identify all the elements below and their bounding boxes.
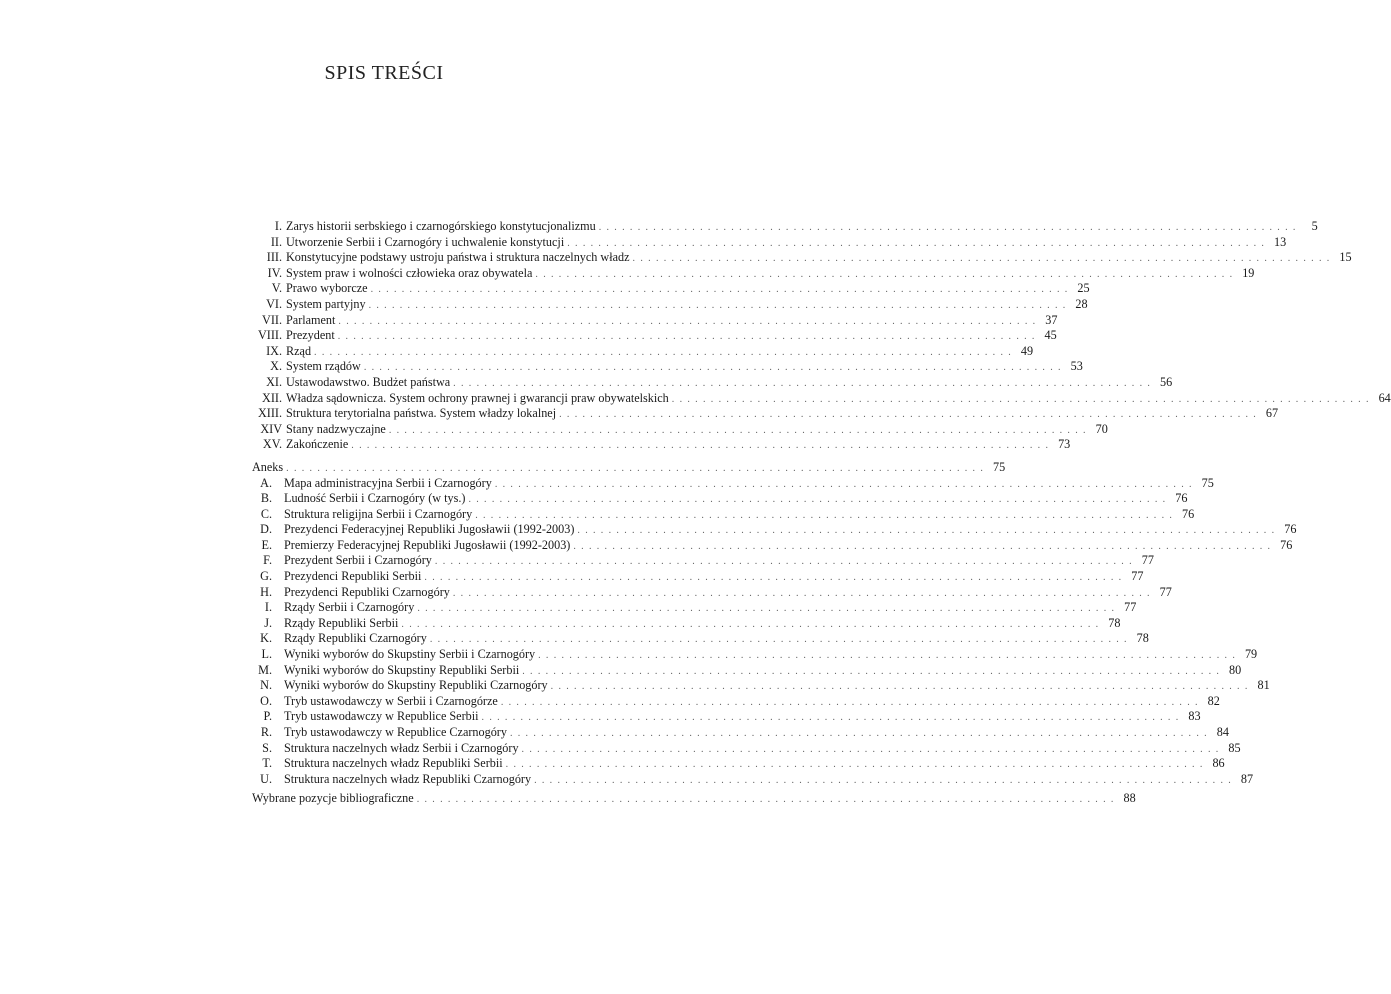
toc-entry-page: 77 [1141, 553, 1154, 568]
toc-entry-number: VI. [266, 296, 282, 311]
toc-entry[interactable] [252, 250, 1352, 266]
dot-leader: .......................................................................................... [401, 618, 1104, 630]
dot-leader: .......................................................................................... [452, 587, 1155, 599]
toc-entry[interactable] [252, 662, 1242, 679]
dot-leader: .......................................................................................... [453, 377, 1156, 389]
toc-entry-page: 45 [1044, 328, 1057, 343]
toc-entry-label: Ludność Serbii i Czarnogóry (w tys.) [284, 491, 466, 506]
dot-leader: .......................................................................................... [363, 362, 1066, 374]
toc-entry-page: 25 [1077, 281, 1090, 296]
toc-entry-number: XII. [262, 390, 282, 405]
toc-entry-label: Wyniki wyborów do Skupstiny Republiki Serbii [284, 662, 520, 677]
toc-entry-label: Mapa administracyjna Serbii i Czarnogóry [284, 475, 492, 490]
toc-entry-label: Rząd [286, 343, 312, 358]
dot-leader: .......................................................................................... [286, 462, 989, 474]
toc-entry-number: XIV [260, 421, 282, 436]
toc-entry-page: 85 [1228, 740, 1241, 755]
toc-entry-number: B. [260, 491, 272, 506]
toc-entry-page: 84 [1216, 725, 1229, 739]
dot-leader: .......................................................................................... [494, 478, 1197, 490]
toc-entry-page: 67 [1265, 406, 1279, 421]
toc-entry-number: M. [258, 662, 272, 677]
toc-entry-number: II. [270, 234, 282, 249]
toc-entry[interactable] [252, 328, 1057, 344]
toc-entry-number: XI. [266, 374, 282, 389]
toc-entry-number: VIII. [257, 328, 282, 343]
toc-entry[interactable] [252, 553, 1154, 569]
toc-entry-number: A. [260, 475, 272, 490]
toc-entry-page: 78 [1108, 615, 1121, 630]
dot-leader: .......................................................................................... [550, 681, 1253, 693]
toc-entry[interactable] [252, 600, 1137, 616]
toc-entry[interactable] [252, 359, 1083, 375]
toc-entry[interactable] [252, 491, 1188, 507]
toc-entry-page: 70 [1095, 421, 1108, 436]
toc-entry-label: Rządy Republiki Serbii [284, 615, 399, 630]
toc-entry-page: 15 [1339, 250, 1352, 265]
dot-leader: .......................................................................................... [573, 540, 1276, 552]
toc-entry-page: 81 [1257, 678, 1270, 693]
toc-entry-label: Wybrane pozycje bibliograficzne [252, 791, 414, 806]
dot-leader: .......................................................................................... [468, 494, 1171, 506]
dot-leader: .......................................................................................... [338, 315, 1041, 327]
toc-entry-label: Prawo wyborcze [286, 281, 368, 296]
toc-entry-page: 73 [1058, 437, 1071, 452]
toc-entry-page: 28 [1075, 296, 1088, 311]
toc-entry-number: III. [266, 250, 282, 265]
toc-entry-label: Wyniki wyborów do Skupstiny Republiki Czarnogóry [284, 678, 548, 693]
dot-leader: .......................................................................................... [535, 268, 1238, 280]
toc-entry-number: S. [262, 740, 272, 755]
toc-entry[interactable] [252, 537, 1293, 554]
dot-leader: .......................................................................................... [417, 603, 1120, 615]
toc-entry-page: 19 [1242, 265, 1255, 280]
dot-leader: .......................................................................................... [538, 650, 1241, 662]
toc-entry-number: P. [263, 709, 272, 724]
toc-entry[interactable] [252, 569, 1144, 585]
toc-entry-number: V. [271, 281, 282, 296]
toc-entry[interactable] [252, 406, 1279, 422]
toc-entry-page: 53 [1070, 359, 1083, 374]
toc-entry-page: 76 [1175, 491, 1188, 506]
toc-entry[interactable] [252, 265, 1255, 282]
toc-entry-number: U. [260, 771, 272, 786]
toc-entry-label: Parlament [286, 312, 336, 327]
page-title: SPIS TREŚCI [324, 62, 444, 84]
toc-entry[interactable] [252, 437, 1071, 453]
toc-entry-page: 75 [992, 459, 1006, 474]
toc-entry[interactable] [252, 615, 1121, 632]
dot-leader: .......................................................................................... [481, 712, 1184, 724]
dot-leader: .......................................................................................... [632, 253, 1335, 265]
toc-entry[interactable] [252, 709, 1201, 725]
toc-entry[interactable] [252, 296, 1088, 313]
dot-leader: .......................................................................................... [505, 759, 1208, 771]
toc-sections [252, 219, 1391, 453]
toc-entry-page: 87 [1240, 771, 1254, 786]
toc-entry-number: IV. [267, 265, 282, 280]
toc-entry-annex[interactable] [252, 459, 1006, 476]
toc-entry-page: 56 [1159, 374, 1173, 389]
toc-entry[interactable] [252, 343, 1034, 360]
toc-entry[interactable] [252, 693, 1220, 710]
toc-entry-number: I. [274, 219, 282, 233]
table-of-contents [252, 219, 1391, 807]
toc-entry-page: 76 [1280, 537, 1293, 552]
toc-entry-label: Zakończenie [286, 437, 349, 452]
toc-entry-page: 76 [1284, 522, 1297, 537]
dot-leader: .......................................................................................... [434, 556, 1137, 568]
toc-entry[interactable] [252, 522, 1297, 538]
dot-leader: .......................................................................................... [337, 331, 1040, 343]
toc-entry-bibliography[interactable] [252, 791, 1136, 807]
dot-leader: .......................................................................................... [559, 409, 1262, 421]
toc-entry-number: O. [260, 693, 272, 708]
toc-entry-number: N. [260, 678, 272, 693]
toc-entry-page: 77 [1131, 569, 1144, 584]
dot-leader: .......................................................................................... [429, 634, 1132, 646]
toc-entry-page: 80 [1229, 662, 1242, 677]
toc-entry-number: D. [260, 522, 272, 537]
dot-leader: .......................................................................................... [567, 237, 1270, 249]
toc-entry-page: 37 [1045, 312, 1058, 327]
toc-entry-label: Struktura religijna Serbii i Czarnogóry [284, 506, 473, 521]
toc-entry-number: E. [261, 537, 272, 552]
toc-entry-label: Prezydenci Republiki Serbii [284, 569, 422, 584]
dot-leader: .......................................................................................... [388, 424, 1091, 436]
toc-entry-page: 78 [1136, 631, 1149, 646]
toc-entry-number: XIII. [257, 406, 282, 421]
toc-entry-label: Prezydenci Republiki Czarnogóry [284, 584, 450, 599]
toc-entry-page: 13 [1274, 234, 1287, 249]
toc-entry-page: 5 [1311, 219, 1318, 233]
toc-entry-label: Tryb ustawodawczy w Republice Czarnogóry [284, 725, 507, 739]
toc-entry-label: Aneks [252, 459, 284, 474]
toc-entry-label: Zarys historii serbskiego i czarnogórskiego konstytucjonalizmu [286, 219, 596, 233]
toc-entry-number: C. [260, 506, 272, 521]
toc-entry-label: Struktura naczelnych władz Serbii i Czarnogóry [284, 740, 519, 755]
dot-leader: .......................................................................................... [577, 525, 1280, 537]
toc-annex-items [252, 475, 1297, 788]
toc-entry-number: J. [264, 615, 272, 630]
toc-entry-page: 88 [1123, 791, 1136, 806]
toc-entry-number: K. [260, 631, 272, 646]
toc-entry-number: R. [260, 725, 272, 739]
toc-entry-label: System rządów [286, 359, 361, 374]
toc-entry-label: Struktura naczelnych władz Republiki Serbii [284, 756, 503, 771]
toc-entry[interactable] [252, 374, 1173, 391]
toc-entry[interactable] [252, 584, 1172, 601]
toc-entry-label: System praw i wolności człowieka oraz obywatela [286, 265, 533, 280]
toc-entry-number: H. [260, 584, 272, 599]
dot-leader: .......................................................................................... [509, 728, 1212, 739]
toc-entry-label: Władza sądownicza. System ochrony prawnej i gwarancji praw obywatelskich [286, 390, 669, 405]
dot-leader: .......................................................................................... [500, 696, 1203, 708]
toc-entry[interactable] [252, 631, 1149, 647]
dot-leader: .......................................................................................... [424, 572, 1127, 584]
toc-entry[interactable] [252, 740, 1241, 757]
toc-entry[interactable] [252, 725, 1229, 741]
dot-leader: .......................................................................................... [416, 794, 1119, 806]
toc-entry-number: G. [260, 569, 272, 584]
dot-leader: .......................................................................................... [314, 346, 1017, 358]
toc-entry[interactable] [252, 678, 1270, 694]
toc-entry-label: Tryb ustawodawczy w Serbii i Czarnogórze [284, 693, 498, 708]
toc-entry-page: 77 [1124, 600, 1137, 615]
toc-entry-number: I. [264, 600, 272, 615]
toc-entry[interactable] [252, 390, 1391, 407]
toc-entry-page: 76 [1182, 506, 1195, 521]
dot-leader: .......................................................................................... [521, 743, 1224, 755]
toc-entry-page: 77 [1159, 584, 1172, 599]
toc-entry-label: Premierzy Federacyjnej Republiki Jugosławii (1992-2003) [284, 537, 571, 552]
toc-entry[interactable] [252, 771, 1254, 788]
toc-entry-page: 64 [1378, 390, 1391, 405]
toc-entry[interactable] [252, 475, 1214, 492]
dot-leader: .......................................................................................... [351, 440, 1054, 452]
toc-entry-page: 49 [1020, 343, 1034, 358]
toc-entry-number: VII. [262, 312, 282, 327]
toc-entry-label: Konstytucyjne podstawy ustroju państwa i struktura naczelnych władz [286, 250, 630, 265]
toc-entry-label: Stany nadzwyczajne [286, 421, 386, 436]
toc-entry-number: IX. [266, 343, 282, 358]
toc-entry[interactable] [252, 234, 1287, 251]
toc-entry-number: L. [261, 647, 272, 662]
dot-leader: .......................................................................................... [522, 665, 1225, 677]
toc-entry-label: System partyjny [286, 296, 366, 311]
toc-entry-number: X. [270, 359, 282, 374]
toc-entry-page: 86 [1212, 756, 1225, 771]
toc-entry-label: Rządy Republiki Czarnogóry [284, 631, 427, 646]
toc-entry-label: Utworzenie Serbii i Czarnogóry i uchwalenie konstytucji [286, 234, 565, 249]
toc-entry-page: 79 [1244, 647, 1258, 662]
toc-entry-number: XV. [262, 437, 282, 452]
toc-entry-page: 83 [1188, 709, 1201, 724]
dot-leader: .......................................................................................... [671, 393, 1374, 405]
dot-leader: .......................................................................................... [598, 222, 1301, 233]
toc-entry[interactable] [252, 281, 1090, 297]
toc-entry-label: Prezydenci Federacyjnej Republiki Jugosławii (1992-2003) [284, 522, 575, 537]
toc-entry[interactable] [252, 421, 1108, 438]
dot-leader: .......................................................................................... [475, 509, 1178, 521]
toc-entry-label: Rządy Serbii i Czarnogóry [284, 600, 415, 615]
toc-entry-label: Struktura terytorialna państwa. System władzy lokalnej [286, 406, 557, 421]
toc-entry-number: F. [263, 553, 272, 568]
toc-entry[interactable] [252, 647, 1258, 663]
dot-leader: .......................................................................................... [370, 284, 1073, 296]
toc-entry-label: Prezydent [286, 328, 335, 343]
toc-entry-label: Wyniki wyborów do Skupstiny Serbii i Czarnogóry [284, 647, 536, 662]
toc-entry-label: Struktura naczelnych władz Republiki Czarnogóry [284, 771, 532, 786]
dot-leader: .......................................................................................... [368, 299, 1071, 311]
toc-entry-page: 82 [1207, 693, 1220, 708]
dot-leader: .......................................................................................... [534, 774, 1237, 786]
toc-entry[interactable] [252, 756, 1225, 772]
toc-entry-label: Ustawodawstwo. Budżet państwa [286, 374, 451, 389]
toc-entry-page: 75 [1201, 475, 1214, 490]
toc-entry-label: Prezydent Serbii i Czarnogóry [284, 553, 432, 568]
toc-entry[interactable] [252, 506, 1195, 523]
toc-entry-label: Tryb ustawodawczy w Republice Serbii [284, 709, 479, 724]
toc-entry[interactable] [252, 312, 1058, 329]
toc-entry[interactable] [252, 219, 1318, 235]
toc-entry-number: T. [262, 756, 272, 771]
